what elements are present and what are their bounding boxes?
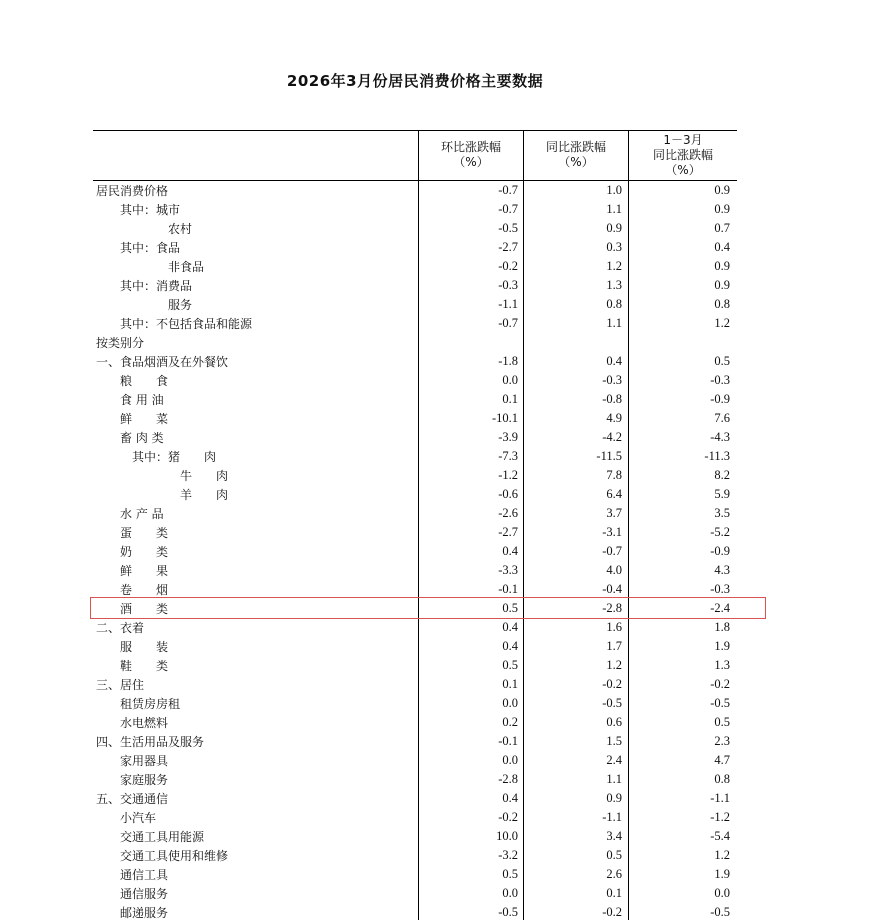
value-ytd: 0.9	[714, 278, 730, 292]
value-mom: 0.5	[502, 601, 518, 615]
table-row	[93, 485, 737, 504]
value-mom: -0.2	[498, 810, 518, 824]
row-label: 其中：猪 肉	[96, 450, 217, 464]
row-label: 小汽车	[96, 811, 157, 825]
value-ytd: 4.7	[714, 753, 730, 767]
row-label: 三、居住	[96, 678, 145, 692]
value-yoy: -0.2	[602, 905, 622, 919]
header-yoy-label: 同比涨跌幅	[545, 140, 606, 154]
table-row	[93, 732, 737, 751]
value-ytd: -0.3	[710, 373, 730, 387]
value-ytd: 0.8	[714, 297, 730, 311]
row-label: 水 产 品	[96, 507, 164, 521]
value-mom: 0.4	[502, 620, 518, 634]
table-row	[93, 770, 737, 789]
value-mom: -0.7	[498, 183, 518, 197]
header-ytd-period: 1－3月	[663, 132, 703, 147]
table-row	[93, 789, 737, 808]
table-row	[93, 618, 737, 637]
row-label: 蛋 类	[96, 526, 169, 540]
table-row	[93, 504, 737, 523]
row-label: 服务	[96, 298, 193, 312]
value-ytd: 0.5	[714, 354, 730, 368]
value-ytd: -0.9	[710, 392, 730, 406]
value-yoy: -0.7	[602, 544, 622, 558]
value-mom: -0.5	[498, 221, 518, 235]
value-ytd: -4.3	[710, 430, 730, 444]
row-label: 鞋 类	[96, 659, 169, 673]
value-ytd: 4.3	[714, 563, 730, 577]
row-label: 牛 肉	[96, 469, 229, 483]
table-row	[93, 694, 737, 713]
value-ytd: 1.8	[714, 620, 730, 634]
value-mom: -0.6	[498, 487, 518, 501]
row-label: 家用器具	[96, 754, 169, 768]
value-yoy: -0.5	[602, 696, 622, 710]
row-label: 家庭服务	[96, 773, 169, 787]
value-ytd: 0.0	[714, 886, 730, 900]
value-yoy: -1.1	[602, 810, 622, 824]
value-mom: -0.7	[498, 316, 518, 330]
value-mom: 0.4	[502, 791, 518, 805]
table-row	[93, 542, 737, 561]
value-mom: 0.4	[502, 639, 518, 653]
value-mom: 0.0	[502, 696, 518, 710]
value-yoy: 1.5	[606, 734, 622, 748]
value-yoy: -4.2	[602, 430, 622, 444]
table-row	[93, 523, 737, 542]
row-label: 奶 类	[96, 545, 169, 559]
row-label: 四、生活用品及服务	[96, 735, 205, 749]
header-mom-label: 环比涨跌幅	[440, 140, 501, 154]
value-yoy: -3.1	[602, 525, 622, 539]
row-label: 二、衣着	[96, 621, 145, 635]
table-row	[93, 827, 737, 846]
value-mom: 0.0	[502, 373, 518, 387]
value-yoy: 7.8	[606, 468, 622, 482]
row-label: 水电燃料	[96, 716, 169, 730]
row-label: 邮递服务	[96, 906, 169, 920]
value-ytd: 0.5	[714, 715, 730, 729]
row-label: 服 装	[96, 640, 169, 654]
value-yoy: 4.9	[606, 411, 622, 425]
table-row	[93, 371, 737, 390]
row-label: 其中：不包括食品和能源	[96, 317, 253, 331]
table-row	[93, 200, 737, 219]
value-mom: -1.1	[498, 297, 518, 311]
row-label: 其中：城市	[96, 203, 181, 217]
value-ytd: -11.3	[704, 449, 730, 463]
value-ytd: 2.3	[714, 734, 730, 748]
value-yoy: -2.8	[602, 601, 622, 615]
value-yoy: 4.0	[606, 563, 622, 577]
value-ytd: 0.4	[714, 240, 730, 254]
header-mom	[419, 130, 523, 180]
row-label: 粮 食	[96, 374, 169, 388]
row-label: 非食品	[96, 260, 205, 274]
value-ytd: -0.2	[710, 677, 730, 691]
value-ytd: 3.5	[714, 506, 730, 520]
table-row	[93, 637, 737, 656]
value-yoy: 2.4	[606, 753, 622, 767]
value-yoy: 1.6	[606, 620, 622, 634]
value-mom: -0.1	[498, 734, 518, 748]
value-mom: 0.5	[502, 658, 518, 672]
value-mom: -0.7	[498, 202, 518, 216]
header-yoy-unit: （%）	[558, 155, 594, 169]
value-yoy: 1.0	[606, 183, 622, 197]
value-mom: -0.3	[498, 278, 518, 292]
value-ytd: 1.2	[714, 848, 730, 862]
value-yoy: 0.9	[606, 791, 622, 805]
table-row	[93, 257, 737, 276]
table-row	[93, 675, 737, 694]
table-row	[93, 865, 737, 884]
value-yoy: 1.1	[606, 316, 622, 330]
value-ytd: -2.4	[710, 601, 730, 615]
header-ytd-label: 同比涨跌幅	[652, 147, 713, 162]
row-label: 租赁房房租	[96, 697, 181, 711]
value-mom: -1.2	[498, 468, 518, 482]
value-ytd: 1.9	[714, 867, 730, 881]
value-mom: 0.0	[502, 753, 518, 767]
row-label: 酒 类	[96, 602, 169, 616]
header-mom-unit: （%）	[453, 155, 489, 169]
header-ytd	[629, 130, 737, 180]
row-label: 通信工具	[96, 868, 169, 882]
value-mom: -3.9	[498, 430, 518, 444]
row-label: 其中：食品	[96, 241, 181, 255]
table-row	[93, 295, 737, 314]
value-yoy: 3.4	[606, 829, 622, 843]
value-ytd: 0.9	[714, 183, 730, 197]
row-label: 畜 肉 类	[96, 431, 164, 445]
value-mom: -10.1	[491, 411, 518, 425]
value-ytd: 0.9	[714, 202, 730, 216]
table-row	[93, 276, 737, 295]
value-yoy: 0.9	[606, 221, 622, 235]
table-row	[93, 314, 737, 333]
value-mom: -3.2	[498, 848, 518, 862]
value-yoy: -0.2	[602, 677, 622, 691]
row-label: 其中：消费品	[96, 279, 193, 293]
table-row	[93, 808, 737, 827]
row-label: 居民消费价格	[96, 184, 169, 198]
value-ytd: -0.9	[710, 544, 730, 558]
value-mom: -2.8	[498, 772, 518, 786]
row-label: 农村	[96, 222, 193, 236]
value-ytd: 0.8	[714, 772, 730, 786]
table-row	[93, 466, 737, 485]
table-row	[93, 447, 737, 466]
value-yoy: 0.6	[606, 715, 622, 729]
value-yoy: -0.8	[602, 392, 622, 406]
table-body	[93, 181, 737, 922]
value-yoy: 0.4	[606, 354, 622, 368]
value-ytd: 0.9	[714, 259, 730, 273]
table-row	[93, 219, 737, 238]
row-label: 按类别分	[96, 336, 145, 350]
table-row	[93, 409, 737, 428]
value-yoy: 1.2	[606, 658, 622, 672]
page-title: 2026年3月份居民消费价格主要数据	[286, 72, 544, 90]
value-yoy: 0.8	[606, 297, 622, 311]
table-row	[93, 846, 737, 865]
value-mom: -2.7	[498, 525, 518, 539]
value-ytd: -0.5	[710, 905, 730, 919]
row-label: 鲜 果	[96, 564, 169, 578]
value-ytd: -1.2	[710, 810, 730, 824]
value-ytd: -5.4	[710, 829, 730, 843]
value-mom: -1.8	[498, 354, 518, 368]
row-label: 一、食品烟酒及在外餐饮	[96, 355, 229, 369]
highlight-box	[90, 597, 766, 619]
row-label: 交通工具使用和维修	[96, 849, 229, 863]
value-ytd: 1.2	[714, 316, 730, 330]
value-yoy: -0.3	[602, 373, 622, 387]
table-row	[93, 656, 737, 675]
table-row	[93, 428, 737, 447]
value-ytd: -1.1	[710, 791, 730, 805]
value-ytd: 8.2	[714, 468, 730, 482]
value-mom: 0.1	[502, 677, 518, 691]
table-row	[93, 561, 737, 580]
value-mom: -3.3	[498, 563, 518, 577]
value-ytd: -5.2	[710, 525, 730, 539]
row-label: 食 用 油	[96, 393, 164, 407]
value-mom: 0.2	[502, 715, 518, 729]
value-yoy: 1.1	[606, 202, 622, 216]
value-mom: -0.1	[498, 582, 518, 596]
value-ytd: 5.9	[714, 487, 730, 501]
value-yoy: 0.5	[606, 848, 622, 862]
value-mom: -0.5	[498, 905, 518, 919]
value-ytd: 1.9	[714, 639, 730, 653]
value-ytd: 0.7	[714, 221, 730, 235]
value-mom: 0.5	[502, 867, 518, 881]
value-yoy: 2.6	[606, 867, 622, 881]
row-label: 羊 肉	[96, 488, 229, 502]
table-row	[93, 903, 737, 922]
row-label: 卷 烟	[96, 583, 169, 597]
value-mom: 0.0	[502, 886, 518, 900]
row-label: 交通工具用能源	[96, 830, 205, 844]
table-row	[93, 713, 737, 732]
value-yoy: 1.2	[606, 259, 622, 273]
value-ytd: -0.3	[710, 582, 730, 596]
table-row	[93, 390, 737, 409]
value-yoy: -0.4	[602, 582, 622, 596]
value-yoy: 3.7	[606, 506, 622, 520]
value-yoy: -11.5	[596, 449, 622, 463]
value-yoy: 6.4	[606, 487, 622, 501]
value-ytd: 1.3	[714, 658, 730, 672]
value-yoy: 1.1	[606, 772, 622, 786]
row-label: 五、交通通信	[96, 792, 169, 806]
value-mom: -2.6	[498, 506, 518, 520]
table-row	[93, 333, 737, 352]
header-ytd-unit: （%）	[665, 162, 701, 177]
value-ytd: 7.6	[714, 411, 730, 425]
header-yoy	[524, 130, 628, 180]
row-label: 鲜 菜	[96, 412, 169, 426]
table-row	[93, 884, 737, 903]
value-yoy: 1.3	[606, 278, 622, 292]
row-label: 通信服务	[96, 887, 169, 901]
value-yoy: 1.7	[606, 639, 622, 653]
value-mom: 0.4	[502, 544, 518, 558]
value-mom: -7.3	[498, 449, 518, 463]
value-yoy: 0.1	[606, 886, 622, 900]
value-ytd: -0.5	[710, 696, 730, 710]
value-mom: 0.1	[502, 392, 518, 406]
value-mom: -2.7	[498, 240, 518, 254]
table-row	[93, 751, 737, 770]
table-row	[93, 238, 737, 257]
table-row	[93, 352, 737, 371]
value-mom: 10.0	[496, 829, 518, 843]
value-mom: -0.2	[498, 259, 518, 273]
value-yoy: 0.3	[606, 240, 622, 254]
table-row	[93, 181, 737, 200]
